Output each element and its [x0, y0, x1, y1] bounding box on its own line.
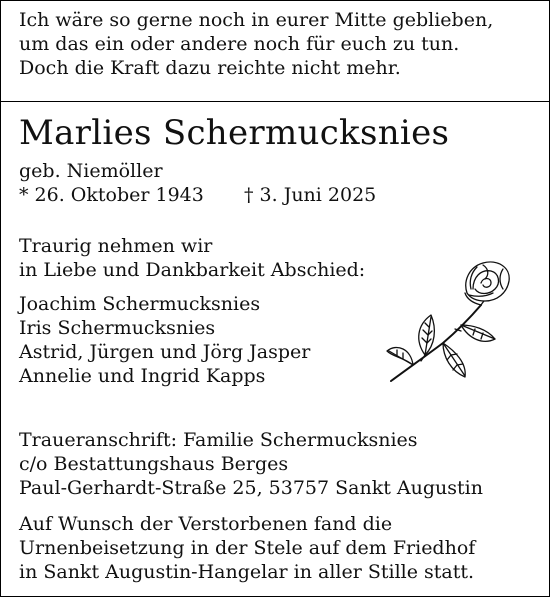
birth-name: geb. Niemöller — [19, 160, 163, 182]
deceased-name: Marlies Schermucksnies — [19, 113, 450, 153]
family-member: Annelie und Ingrid Kapps — [19, 365, 266, 387]
mourning-address — [19, 428, 483, 500]
poem-line: um das ein oder andere noch für euch zu tun. — [19, 33, 460, 55]
rose-icon — [385, 259, 513, 387]
family-member: Joachim Schermucksnies — [19, 293, 261, 315]
poem-verse — [19, 8, 493, 80]
address-line: Traueranschrift: Familie Schermucksnies — [19, 429, 418, 451]
burial-note — [19, 512, 475, 584]
divider — [1, 101, 549, 102]
life-dates — [19, 183, 377, 207]
note-line: Auf Wunsch der Verstorbenen fand die — [19, 513, 393, 535]
poem-line: Ich wäre so gerne noch in eurer Mitte geblieben, — [19, 9, 494, 31]
family-list — [19, 292, 310, 388]
mourning-line: Traurig nehmen wir — [19, 235, 213, 257]
note-line: in Sankt Augustin-Hangelar in aller Stille statt. — [19, 561, 475, 583]
mourning-line: in Liebe und Dankbarkeit Abschied: — [19, 259, 366, 281]
family-member: Iris Schermucksnies — [19, 317, 216, 339]
death-date: † 3. Juni 2025 — [244, 184, 377, 206]
poem-line: Doch die Kraft dazu reichte nicht mehr. — [19, 57, 401, 79]
note-line: Urnenbeisetzung in der Stele auf dem Friedhof — [19, 537, 476, 559]
birth-date: * 26. Oktober 1943 — [19, 184, 204, 206]
family-member: Astrid, Jürgen und Jörg Jasper — [19, 341, 311, 363]
address-line: c/o Bestattungshaus Berges — [19, 453, 289, 475]
address-line: Paul-Gerhardt-Straße 25, 53757 Sankt Augustin — [19, 477, 483, 499]
mourning-text — [19, 234, 365, 282]
